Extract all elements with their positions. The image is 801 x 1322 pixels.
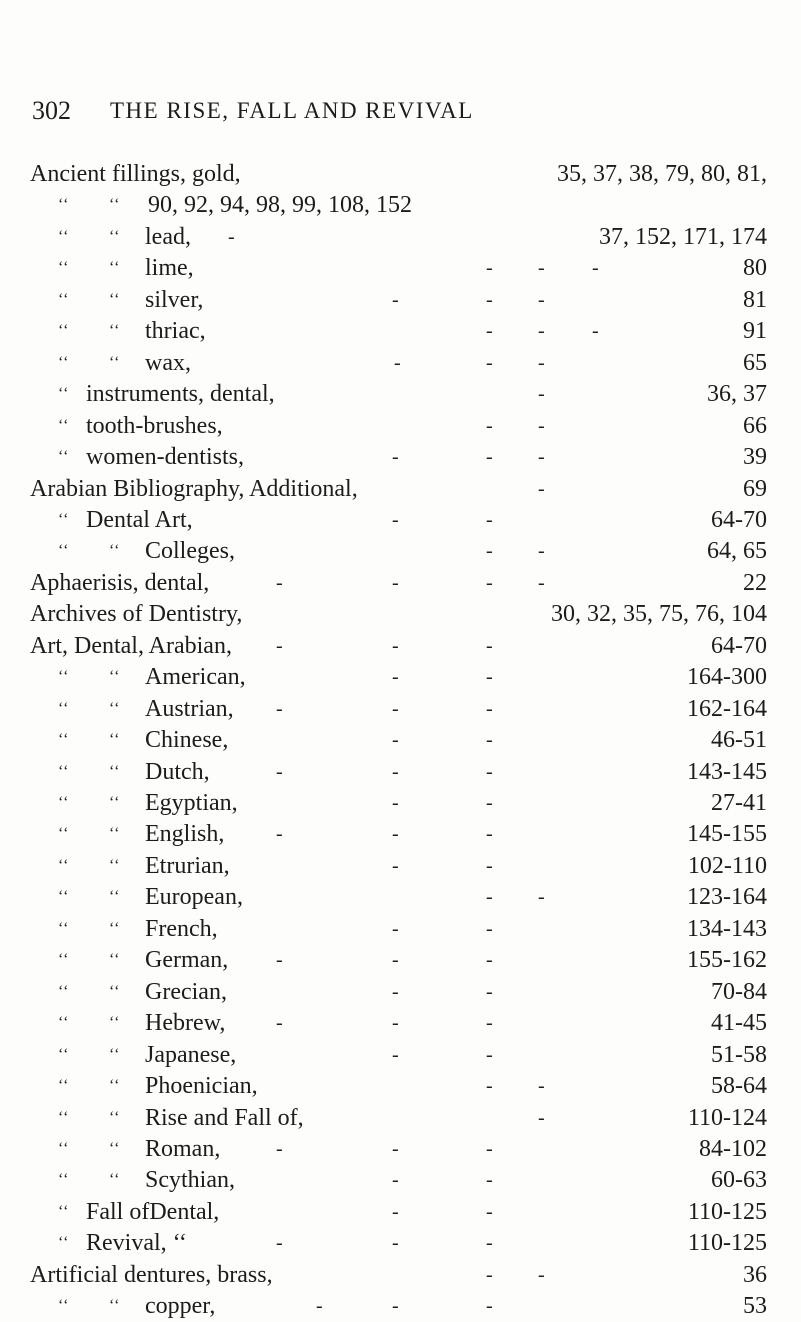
leader-dash: - bbox=[392, 446, 399, 469]
ditto-mark: ‘‘ bbox=[58, 1108, 70, 1126]
leader-dash: - bbox=[486, 508, 493, 531]
ditto-mark: ‘‘ bbox=[109, 1108, 121, 1126]
ditto-mark: ‘‘ bbox=[58, 542, 70, 560]
index-entry bbox=[0, 787, 801, 819]
page-refs: 36, 37 bbox=[707, 381, 767, 408]
index-entry bbox=[0, 535, 801, 567]
leader-dash: - bbox=[392, 729, 399, 752]
leader-dash: - bbox=[486, 917, 493, 940]
ditto-mark: ‘‘ bbox=[58, 322, 70, 340]
entry-subterm: Fall ofDental, bbox=[86, 1198, 220, 1225]
index-entry bbox=[0, 1133, 801, 1165]
leader-dash: - bbox=[392, 792, 399, 814]
leader-dash: - bbox=[486, 666, 493, 689]
ditto-mark: ‘‘ bbox=[58, 290, 70, 308]
ditto-mark: ‘‘ bbox=[109, 353, 121, 371]
index-entry bbox=[0, 944, 801, 976]
leader-dash: - bbox=[392, 1137, 399, 1160]
leader-dash: - bbox=[486, 823, 493, 846]
ditto-mark: ‘‘ bbox=[109, 762, 121, 780]
leader-dash: - bbox=[392, 508, 399, 531]
ditto-mark: ‘‘ bbox=[58, 1045, 70, 1063]
ditto-mark: ‘‘ bbox=[109, 322, 121, 340]
entry-subterm: 90, 92, 94, 98, 99, 108, 152 bbox=[148, 192, 412, 219]
leader-dash: - bbox=[392, 666, 399, 689]
index-entry bbox=[0, 661, 801, 693]
leader-dash: - bbox=[486, 697, 493, 720]
ditto-mark: ‘‘ bbox=[58, 856, 70, 874]
ditto-mark: ‘‘ bbox=[109, 856, 121, 874]
index-entry bbox=[0, 976, 801, 1008]
entry-term: Ancient fillings, gold, bbox=[30, 161, 241, 187]
index-entry bbox=[0, 378, 801, 410]
leader-dash: - bbox=[538, 320, 545, 343]
entry-subterm: wax, bbox=[145, 349, 191, 376]
ditto-mark: ‘‘ bbox=[109, 1297, 121, 1315]
entry-term: Archives of Dentistry, bbox=[30, 601, 243, 628]
entry-subterm: German, bbox=[145, 947, 229, 974]
entry-subterm: Dental Art, bbox=[86, 506, 193, 533]
entry-subterm: Japanese, bbox=[145, 1041, 237, 1068]
page-refs: 162-164 bbox=[687, 695, 767, 722]
page-refs: 164-300 bbox=[687, 664, 767, 691]
leader-dash: - bbox=[486, 1012, 493, 1035]
index-entry bbox=[0, 1164, 801, 1196]
leader-dash: - bbox=[392, 760, 399, 783]
leader-dash: - bbox=[538, 288, 545, 311]
leader-dash: - bbox=[486, 949, 493, 972]
entry-subterm: Chinese, bbox=[145, 727, 229, 754]
entry-subterm: thriac, bbox=[145, 318, 206, 345]
page-refs: 27-41 bbox=[711, 790, 767, 816]
leader-dash: - bbox=[538, 1106, 545, 1129]
entry-subterm: Roman, bbox=[145, 1135, 221, 1162]
page-refs: 22 bbox=[743, 569, 767, 596]
ditto-mark: ‘‘ bbox=[109, 794, 121, 811]
ditto-mark: ‘‘ bbox=[109, 731, 121, 749]
index-entry bbox=[0, 158, 801, 190]
index-entry bbox=[0, 1259, 801, 1291]
page-refs: 155-162 bbox=[687, 947, 767, 974]
leader-dash: - bbox=[228, 225, 235, 248]
page-refs: 58-64 bbox=[711, 1073, 767, 1100]
ditto-mark: ‘‘ bbox=[58, 1234, 70, 1252]
leader-dash: - bbox=[392, 854, 399, 877]
ditto-mark: ‘‘ bbox=[58, 196, 70, 214]
index-entry bbox=[0, 567, 801, 599]
entry-subterm: Austrian, bbox=[145, 695, 234, 722]
leader-dash: - bbox=[486, 1137, 493, 1160]
ditto-mark: ‘‘ bbox=[58, 385, 70, 403]
leader-dash: - bbox=[538, 351, 545, 374]
page-number: 302 bbox=[32, 96, 71, 125]
index-entry bbox=[0, 189, 801, 221]
page-refs: 69 bbox=[743, 475, 767, 502]
leader-dash: - bbox=[486, 1043, 493, 1066]
index-entry bbox=[0, 598, 801, 630]
ditto-mark: ‘‘ bbox=[58, 259, 70, 277]
leader-dash: - bbox=[486, 257, 493, 280]
leader-dash: - bbox=[486, 320, 493, 343]
index-entry bbox=[0, 410, 801, 442]
entry-subterm: instruments, dental, bbox=[86, 381, 275, 408]
index-entry bbox=[0, 1039, 801, 1071]
ditto-mark: ‘‘ bbox=[58, 951, 70, 969]
leader-dash: - bbox=[276, 1012, 283, 1035]
page-refs: 123-164 bbox=[687, 884, 767, 911]
leader-dash: - bbox=[538, 414, 545, 437]
ditto-mark: ‘‘ bbox=[109, 1014, 121, 1032]
ditto-mark: ‘‘ bbox=[58, 825, 70, 843]
page-refs: 102-110 bbox=[687, 852, 767, 879]
ditto-mark: ‘‘ bbox=[109, 227, 121, 245]
leader-dash: - bbox=[276, 949, 283, 972]
leader-dash: - bbox=[486, 854, 493, 877]
ditto-mark: ‘‘ bbox=[109, 825, 121, 843]
leader-dash: - bbox=[392, 917, 399, 940]
leader-dash: - bbox=[538, 1075, 545, 1098]
leader-dash: - bbox=[392, 288, 399, 311]
index-entry bbox=[0, 756, 801, 788]
index-entry bbox=[0, 473, 801, 505]
leader-dash: - bbox=[276, 634, 283, 657]
page-refs: 46-51 bbox=[711, 727, 767, 754]
ditto-mark: ‘‘ bbox=[109, 290, 121, 308]
entry-term: Art, Dental, Arabian, bbox=[30, 632, 232, 659]
ditto-mark: ‘‘ bbox=[58, 888, 70, 906]
index-entry bbox=[0, 347, 801, 379]
leader-dash: - bbox=[392, 1295, 399, 1318]
index-entry bbox=[0, 1007, 801, 1039]
leader-dash: - bbox=[276, 760, 283, 783]
entry-subterm: European, bbox=[145, 884, 243, 911]
page-refs: 64, 65 bbox=[707, 538, 767, 565]
leader-dash: - bbox=[392, 980, 399, 1003]
ditto-mark: ‘‘ bbox=[58, 1297, 70, 1315]
ditto-mark: ‘‘ bbox=[109, 919, 121, 937]
leader-dash: - bbox=[276, 571, 283, 594]
leader-dash: - bbox=[486, 792, 493, 814]
index-entry bbox=[0, 221, 801, 253]
index-entry bbox=[0, 1102, 801, 1134]
leader-dash: - bbox=[486, 571, 493, 594]
leader-dash: - bbox=[392, 949, 399, 972]
index-entry bbox=[0, 881, 801, 913]
page-refs: 60-63 bbox=[711, 1167, 767, 1194]
leader-dash: - bbox=[276, 1137, 283, 1160]
page-refs: 145-155 bbox=[687, 821, 767, 848]
index-entry bbox=[0, 315, 801, 347]
entry-subterm: Colleges, bbox=[145, 538, 235, 565]
leader-dash: - bbox=[392, 634, 399, 657]
leader-dash: - bbox=[486, 1075, 493, 1098]
entry-subterm: Scythian, bbox=[145, 1167, 235, 1194]
entry-subterm: lime, bbox=[145, 255, 194, 282]
ditto-mark: ‘‘ bbox=[109, 982, 121, 1000]
ditto-mark: ‘‘ bbox=[58, 1014, 70, 1032]
index-entry bbox=[0, 818, 801, 850]
ditto-mark: ‘‘ bbox=[58, 731, 70, 749]
leader-dash: - bbox=[486, 886, 493, 909]
page-refs: 30, 32, 35, 75, 76, 104 bbox=[551, 601, 767, 628]
leader-dash: - bbox=[538, 1263, 545, 1286]
ditto-mark: ‘‘ bbox=[109, 1171, 121, 1189]
index-entry bbox=[0, 252, 801, 284]
leader-dash: - bbox=[486, 1169, 493, 1192]
leader-dash: - bbox=[276, 697, 283, 720]
ditto-mark: ‘‘ bbox=[109, 888, 121, 906]
page-refs: 41-45 bbox=[711, 1010, 767, 1037]
leader-dash: - bbox=[538, 383, 545, 406]
page-refs: 65 bbox=[743, 349, 767, 376]
leader-dash: - bbox=[592, 257, 599, 280]
entry-term: Artificial dentures, brass, bbox=[30, 1261, 273, 1288]
index-entry bbox=[0, 1290, 801, 1322]
leader-dash: - bbox=[486, 729, 493, 752]
ditto-mark: ‘‘ bbox=[109, 699, 121, 717]
entry-subterm: Hebrew, bbox=[145, 1010, 226, 1037]
entry-subterm: silver, bbox=[145, 286, 204, 313]
entry-subterm: Revival, ‘‘ bbox=[86, 1230, 187, 1257]
leader-dash: - bbox=[392, 1200, 399, 1223]
leader-dash: - bbox=[392, 1012, 399, 1035]
leader-dash: - bbox=[394, 351, 401, 374]
ditto-mark: ‘‘ bbox=[58, 1139, 70, 1157]
entry-subterm: copper, bbox=[145, 1293, 216, 1320]
ditto-mark: ‘‘ bbox=[109, 1139, 121, 1157]
entry-subterm: Dutch, bbox=[145, 758, 210, 785]
page-refs: 64-70 bbox=[711, 506, 767, 533]
running-title: THE RISE, FALL AND REVIVAL bbox=[110, 98, 474, 123]
ditto-mark: ‘‘ bbox=[58, 762, 70, 780]
entry-subterm: Rise and Fall of, bbox=[145, 1104, 304, 1131]
entry-subterm: Grecian, bbox=[145, 978, 227, 1005]
page-refs: 37, 152, 171, 174 bbox=[599, 223, 767, 250]
leader-dash: - bbox=[538, 257, 545, 280]
leader-dash: - bbox=[486, 1200, 493, 1223]
leader-dash: - bbox=[538, 571, 545, 594]
ditto-mark: ‘‘ bbox=[109, 951, 121, 969]
ditto-mark: ‘‘ bbox=[109, 1077, 121, 1095]
page-refs: 91 bbox=[743, 318, 767, 345]
page-refs: 66 bbox=[743, 412, 767, 439]
page-refs: 70-84 bbox=[711, 978, 767, 1005]
leader-dash: - bbox=[392, 1043, 399, 1066]
page-refs: 36 bbox=[743, 1261, 767, 1288]
index-entry bbox=[0, 1227, 801, 1259]
leader-dash: - bbox=[486, 288, 493, 311]
entry-subterm: lead, bbox=[145, 223, 191, 250]
ditto-mark: ‘‘ bbox=[58, 1171, 70, 1189]
page-refs: 110-124 bbox=[687, 1104, 767, 1131]
leader-dash: - bbox=[486, 634, 493, 657]
ditto-mark: ‘‘ bbox=[58, 510, 70, 528]
index-entry bbox=[0, 630, 801, 662]
entry-subterm: Phoenician, bbox=[145, 1073, 258, 1100]
ditto-mark: ‘‘ bbox=[58, 227, 70, 245]
leader-dash: - bbox=[316, 1295, 323, 1318]
leader-dash: - bbox=[486, 1232, 493, 1255]
page-refs: 143-145 bbox=[687, 758, 767, 785]
leader-dash: - bbox=[486, 414, 493, 437]
page-refs: 84-102 bbox=[699, 1135, 767, 1162]
ditto-mark: ‘‘ bbox=[58, 982, 70, 1000]
index-entry bbox=[0, 1196, 801, 1228]
leader-dash: - bbox=[538, 446, 545, 469]
entry-subterm: Etrurian, bbox=[145, 852, 230, 879]
ditto-mark: ‘‘ bbox=[109, 542, 121, 560]
index-entry bbox=[0, 724, 801, 756]
ditto-mark: ‘‘ bbox=[58, 416, 70, 434]
ditto-mark: ‘‘ bbox=[109, 668, 121, 686]
ditto-mark: ‘‘ bbox=[109, 1045, 121, 1063]
ditto-mark: ‘‘ bbox=[109, 196, 121, 214]
page-refs: 134-143 bbox=[687, 915, 767, 942]
ditto-mark: ‘‘ bbox=[58, 919, 70, 937]
entry-subterm: French, bbox=[145, 915, 218, 942]
ditto-mark: ‘‘ bbox=[58, 699, 70, 717]
leader-dash: - bbox=[538, 886, 545, 909]
leader-dash: - bbox=[486, 446, 493, 469]
index-entry bbox=[0, 693, 801, 725]
leader-dash: - bbox=[592, 320, 599, 343]
leader-dash: - bbox=[392, 823, 399, 846]
page-refs: 110-125 bbox=[687, 1230, 767, 1257]
page-refs: 81 bbox=[743, 286, 767, 313]
ditto-mark: ‘‘ bbox=[58, 1202, 70, 1220]
index-entry bbox=[0, 850, 801, 882]
index-entry bbox=[0, 504, 801, 536]
leader-dash: - bbox=[276, 823, 283, 846]
leader-dash: - bbox=[392, 697, 399, 720]
index-entry bbox=[0, 284, 801, 316]
leader-dash: - bbox=[538, 540, 545, 563]
ditto-mark: ‘‘ bbox=[58, 1077, 70, 1095]
entry-term: Arabian Bibliography, Additional, bbox=[30, 475, 358, 502]
leader-dash: - bbox=[486, 1263, 493, 1286]
entry-subterm: women-dentists, bbox=[86, 444, 244, 471]
entry-subterm: Egyptian, bbox=[145, 790, 238, 816]
leader-dash: - bbox=[538, 477, 545, 500]
page-refs: 80 bbox=[743, 255, 767, 282]
page-header bbox=[32, 96, 761, 136]
page-refs: 51-58 bbox=[711, 1041, 767, 1068]
entry-subterm: English, bbox=[145, 821, 225, 848]
page-refs: 53 bbox=[743, 1293, 767, 1320]
ditto-mark: ‘‘ bbox=[109, 259, 121, 277]
leader-dash: - bbox=[486, 1295, 493, 1318]
leader-dash: - bbox=[392, 1169, 399, 1192]
page-refs: 110-125 bbox=[687, 1198, 767, 1225]
ditto-mark: ‘‘ bbox=[58, 668, 70, 686]
leader-dash: - bbox=[486, 351, 493, 374]
ditto-mark: ‘‘ bbox=[58, 448, 70, 466]
entry-term: Aphaerisis, dental, bbox=[30, 569, 210, 596]
leader-dash: - bbox=[276, 1232, 283, 1255]
page-refs: 39 bbox=[743, 444, 767, 471]
page-refs: 35, 37, 38, 79, 80, 81, bbox=[557, 161, 767, 187]
entry-subterm: American, bbox=[145, 664, 246, 691]
index-entry bbox=[0, 913, 801, 945]
leader-dash: - bbox=[392, 1232, 399, 1255]
index-entry bbox=[0, 1070, 801, 1102]
leader-dash: - bbox=[486, 540, 493, 563]
page-refs: 64-70 bbox=[711, 632, 767, 659]
entry-subterm: tooth-brushes, bbox=[86, 412, 223, 439]
ditto-mark: ‘‘ bbox=[58, 794, 70, 811]
leader-dash: - bbox=[486, 760, 493, 783]
index-entry bbox=[0, 441, 801, 473]
leader-dash: - bbox=[486, 980, 493, 1003]
leader-dash: - bbox=[392, 571, 399, 594]
ditto-mark: ‘‘ bbox=[58, 353, 70, 371]
